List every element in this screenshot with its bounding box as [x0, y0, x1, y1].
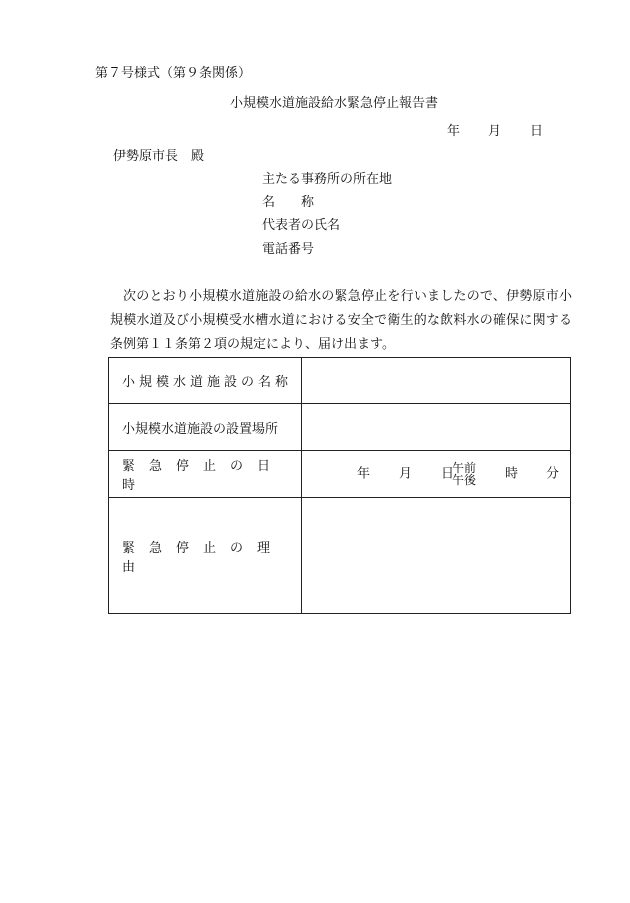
stop-reason-label: 緊急停止の理由 — [122, 540, 285, 575]
applicant-name-label: 名 称 — [262, 195, 315, 210]
datetime-pm-label: 午後 — [452, 473, 477, 487]
facility-name-label-cell — [109, 358, 302, 403]
date-month-label: 月 — [488, 124, 502, 139]
stop-datetime-value-cell[interactable] — [302, 451, 570, 497]
datetime-day-unit: 日 — [441, 466, 455, 482]
stop-datetime-label: 緊急停止の日時 — [122, 459, 285, 493]
applicant-address-label: 主たる事務所の所在地 — [262, 172, 393, 187]
stop-reason-value-cell[interactable] — [302, 498, 570, 613]
applicant-representative-label: 代表者の氏名 — [262, 218, 341, 233]
datetime-month-unit: 月 — [399, 466, 413, 482]
datetime-ampm — [452, 462, 476, 486]
applicant-phone-label: 電話番号 — [262, 242, 315, 257]
facility-location-label-cell — [109, 404, 302, 450]
facility-name-value-cell[interactable] — [302, 358, 570, 403]
stop-reason-label-cell — [109, 498, 302, 613]
document-title: 小規模水道施設給水緊急停止報告書 — [230, 96, 439, 111]
form-number: 第７号様式（第９条関係） — [95, 66, 252, 81]
table-row-stop-reason — [109, 498, 570, 613]
body-paragraph: 次のとおり小規模水道施設の給水の緊急停止を行いましたので、伊勢原市小規模水道及び小規模受水槽水道における安全で衛生的な飲料水の確保に関する条例第１１条第２項の規定により、届け出ます。 — [110, 289, 572, 352]
addressee: 伊勢原市長 殿 — [113, 149, 205, 164]
table-row-facility-location — [109, 404, 570, 451]
datetime-hour-unit: 時 — [505, 466, 519, 482]
table-row-stop-datetime — [109, 451, 570, 498]
date-year-label: 年 — [447, 124, 461, 139]
facility-location-value-cell[interactable] — [302, 404, 570, 450]
facility-name-label: 小規模水道施設の名称 — [122, 375, 293, 390]
stop-datetime-label-cell — [109, 451, 302, 497]
datetime-am-label: 午前 — [452, 461, 477, 475]
report-table — [108, 357, 571, 614]
date-day-label: 日 — [530, 124, 544, 139]
datetime-year-unit: 年 — [357, 466, 371, 482]
datetime-minute-unit: 分 — [546, 466, 560, 482]
facility-location-label: 小規模水道施設の設置場所 — [122, 421, 279, 437]
table-row-facility-name — [109, 358, 570, 404]
